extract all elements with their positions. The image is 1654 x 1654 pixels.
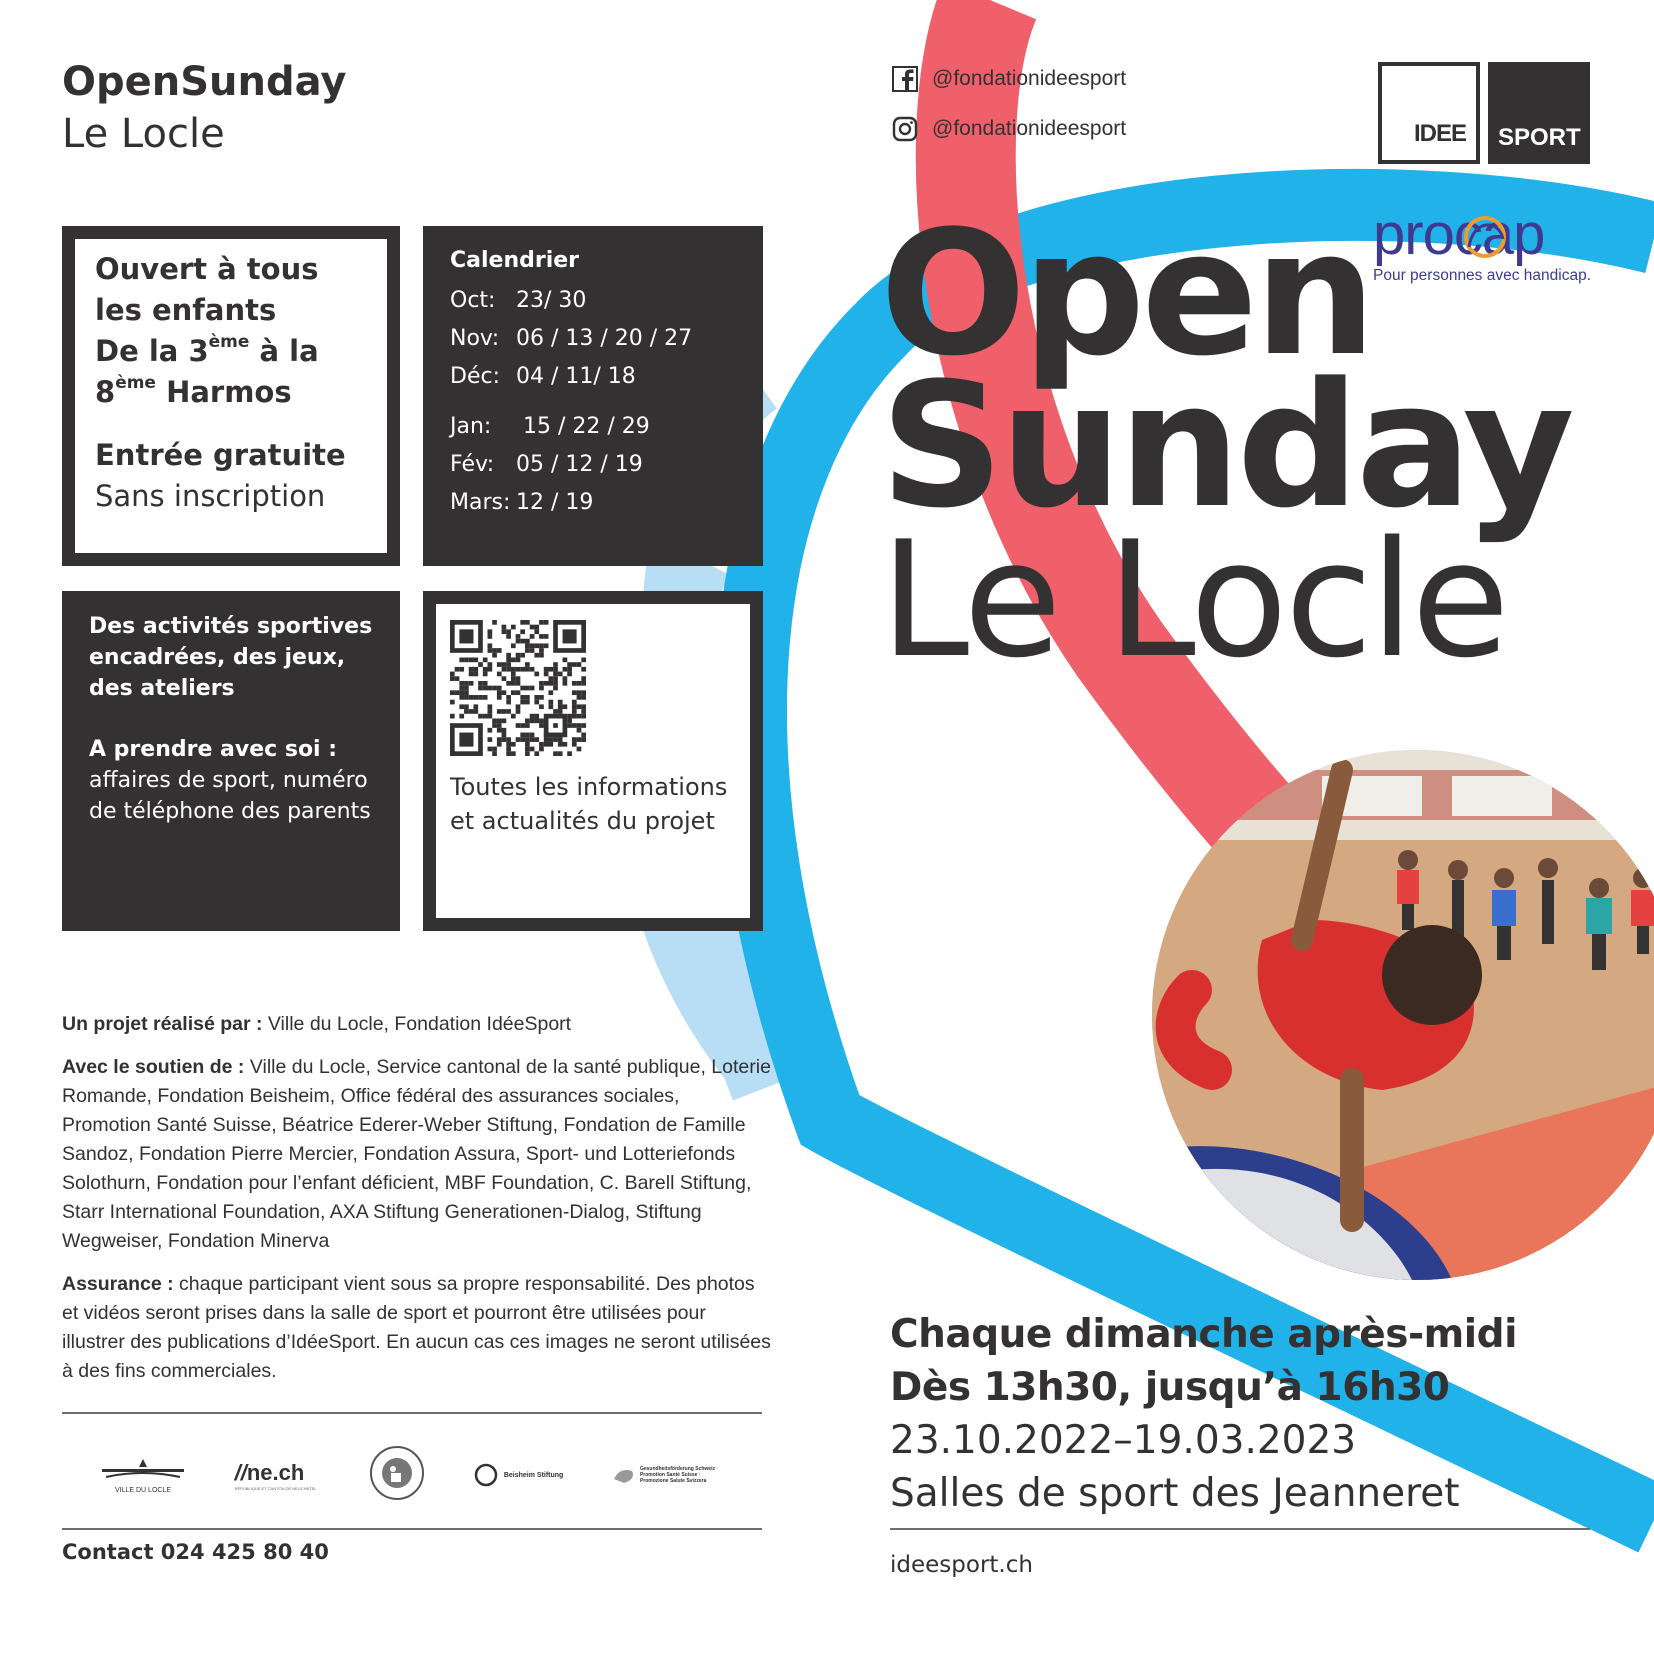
audience-line1: Ouvert à tous <box>95 252 319 286</box>
calendar-row: Nov: 06 / 13 / 20 / 27 <box>450 326 693 351</box>
brand-sport-block: SPORT <box>1488 62 1590 164</box>
audience-line3: De la 3ème à la <box>95 332 319 368</box>
title-sunday: Sunday <box>880 345 1571 546</box>
procap-wordmark: procap <box>1373 202 1545 267</box>
left-title-light: Le Locle <box>62 111 225 157</box>
support-credit: Avec le soutien de : Ville du Locle, Service cantonal de la santé publique, Loterie Romande, Fondation Beisheim, Office fédéral des assurances sociales, Promotion Santé Suisse, Béatrice Ederer-Weber Stiftung, Fondation de Famille Sandoz, Fondation Pierre Mercier, Fondation Assura, Sport- und Lotteriefonds Solothurn, Fondation pour l’enfant déficient, MBF Foundation, C. Barell Stiftung, Starr International Foundation, AXA Stiftung Generationen-Dialog, Stiftung Wegweiser, Fondation Minerva <box>62 1056 771 1252</box>
calendar-title: Calendrier <box>450 248 580 273</box>
ville-du-locle-logo: VILLE DU LOCLE <box>100 1457 186 1494</box>
instagram-icon <box>892 116 918 142</box>
calendar-box <box>423 226 763 566</box>
divider <box>62 1528 762 1530</box>
brand-idee-block: IDEE <box>1378 62 1480 164</box>
audience-box <box>62 226 400 566</box>
activity-photo <box>1152 750 1654 1280</box>
audience-line4: 8ème Harmos <box>95 373 292 409</box>
schedule-line2: Dès 13h30, jusqu’à 16h30 <box>890 1365 1450 1410</box>
activities-line3: des ateliers <box>89 676 235 701</box>
audience-line2: les enfants <box>95 293 277 327</box>
qr-text: Toutes les informations et actualités du projet <box>450 773 728 835</box>
insurance-note: Assurance : chaque participant vient sous sa propre responsabilité. Des photos et vidéos seront prises dans la salle de sport et pourront être utilisées pour illustrer des publications d’IdéeSport. En aucun cas ces images ne seront utilisées à des fins commerciales. <box>62 1273 771 1382</box>
project-credit: Un projet réalisé par : Ville du Locle, Fondation IdéeSport <box>62 1013 572 1035</box>
gym-scene-illustration <box>1152 750 1654 1280</box>
calendar-row: Jan: 15 / 22 / 29 <box>450 414 650 439</box>
beisheim-logo: Beisheim Stiftung <box>474 1463 564 1487</box>
calendar-row: Oct: 23/ 30 <box>450 288 587 313</box>
calendar-row: Déc: 04 / 11/ 18 <box>450 364 636 389</box>
schedule-line1: Chaque dimanche après-midi <box>890 1312 1517 1357</box>
partner-logos <box>100 1440 720 1510</box>
divider <box>890 1528 1590 1530</box>
title-open: Open <box>880 193 1373 394</box>
qr-box <box>423 591 763 931</box>
credits <box>62 1010 772 1400</box>
event-info <box>890 1308 1517 1520</box>
facebook-link[interactable]: @fondationideesport <box>892 66 1126 92</box>
ne-ch-logo: //ne.ch RÉPUBLIQUE ET CANTON DE NEUCHÂTEL <box>234 1459 317 1491</box>
entry-label: Entrée gratuite <box>95 438 346 472</box>
bring-line2: de téléphone des parents <box>89 799 371 824</box>
main-title <box>880 193 1571 693</box>
instagram-link[interactable]: @fondationideesport <box>892 116 1126 142</box>
bring-line1: affaires de sport, numéro <box>89 768 368 793</box>
calendar-row: Fév: 05 / 12 / 19 <box>450 452 643 477</box>
bring-title: A prendre avec soi : <box>89 737 338 762</box>
procap-tagline: Pour personnes avec handicap. <box>1373 267 1592 284</box>
facebook-icon <box>892 66 918 92</box>
left-title-bold: OpenSunday <box>62 59 347 105</box>
qr-code[interactable] <box>450 620 586 756</box>
divider <box>62 1412 762 1414</box>
calendar-row: Mars: 12 / 19 <box>450 490 594 515</box>
event-dates: 23.10.2022–19.03.2023 <box>890 1418 1357 1463</box>
prevention-seal-logo <box>369 1445 425 1505</box>
activities-line1: Des activités sportives <box>89 614 373 639</box>
title-le-locle: Le Locle <box>880 506 1507 693</box>
activities-box <box>62 591 400 931</box>
activities-line2: encadrées, des jeux, <box>89 645 346 670</box>
promotion-sante-logo: Gesundheitsförderung Schweiz · Promotion Santé Suisse · Promozione Salute Svizzera <box>612 1465 720 1485</box>
website-link[interactable]: ideesport.ch <box>890 1552 1033 1578</box>
signup-label: Sans inscription <box>95 479 326 513</box>
left-header <box>62 56 346 160</box>
contact-phone[interactable]: Contact 024 425 80 40 <box>62 1540 329 1564</box>
event-venue: Salles de sport des Jeanneret <box>890 1471 1460 1516</box>
